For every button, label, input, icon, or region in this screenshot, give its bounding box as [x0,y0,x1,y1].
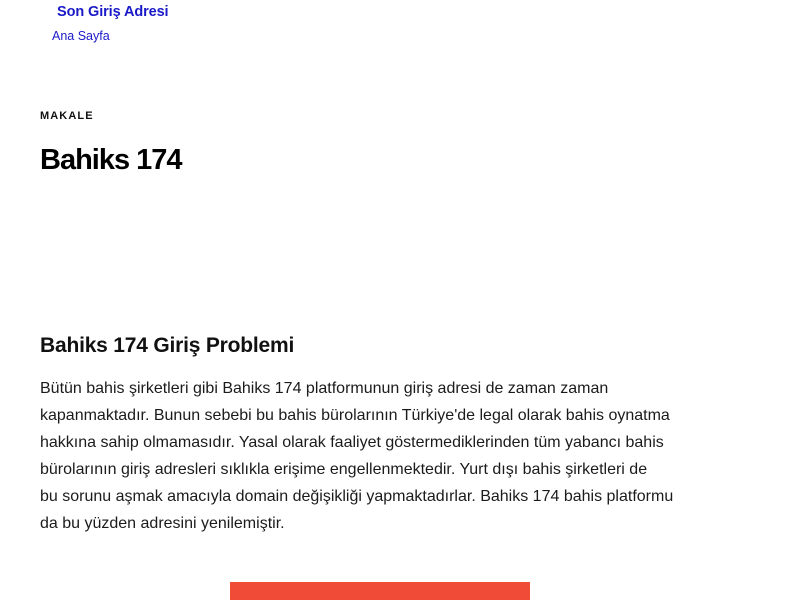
paragraph-line: kapanmaktadır. Bunun sebebi bu bahis bürolarının Türkiye'de legal olarak bahis oynatma [40,407,670,424]
category-link[interactable]: MAKALE [40,110,94,122]
page-title: Bahiks 174 [40,144,182,176]
article-paragraph [40,375,740,537]
cta-button[interactable] [230,582,530,600]
paragraph-line: bürolarının giriş adresleri sıklıkla erişime engellenmektedir. Yurt dışı bahis şirketleri de [40,461,648,478]
paragraph-line: da bu yüzden adresini yenilemiştir. [40,515,285,532]
paragraph-line: Bütün bahis şirketleri gibi Bahiks 174 platformunun giriş adresi de zaman zaman [40,380,609,397]
section-heading: Bahiks 174 Giriş Problemi [40,334,295,357]
site-title-link[interactable]: Son Giriş Adresi [57,4,169,20]
paragraph-line: hakkına sahip olmamasıdır. Yasal olarak faaliyet göstermediklerinden tüm yabancı bahis [40,434,664,451]
nav-link-home[interactable]: Ana Sayfa [52,29,110,43]
paragraph-line: bu sorunu aşmak amacıyla domain değişikliği yapmaktadırlar. Bahiks 174 bahis platformu [40,488,674,505]
